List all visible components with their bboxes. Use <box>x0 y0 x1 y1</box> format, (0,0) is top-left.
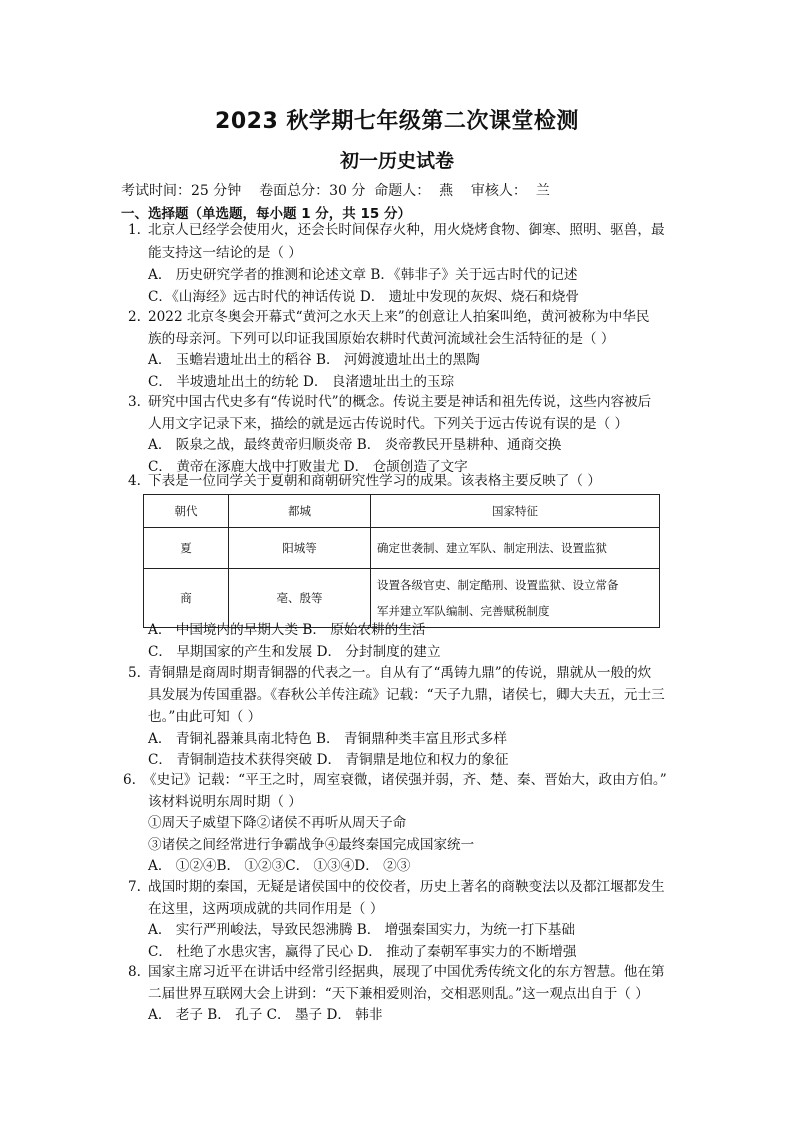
table-header-capital: 都城 <box>229 495 371 528</box>
section-title: 一、选择题（单选题，每小题 1 分，共 15 分） <box>121 206 411 222</box>
question-stem: 具发展为传国重器。《春秋公羊传注疏》记载：“天子九鼎，诸侯七，卿大夫五，元士三 <box>148 687 665 703</box>
feature-text: 设置各级官吏、制定酷刑、设置监狱、设立常备 <box>377 578 619 592</box>
question-stem: 人用文字记录下来，描绘的就是远古传说时代。下列关于远古传说有误的是（ ） <box>148 416 629 432</box>
table-cell-feature <box>371 528 660 569</box>
answer-options: A． ①②④B． ①②③C． ①③④D． ②③ <box>148 858 411 874</box>
answer-options: A． 玉蟾岩遗址出土的稻谷 B． 河姆渡遗址出土的黑陶 <box>148 352 480 368</box>
question-stem: 《史记》记载：“平王之时，周室衰微，诸侯强并弱，齐、楚、秦、晋始大，政由方伯。” <box>143 772 667 788</box>
question-stem: 也。”由此可知（ ） <box>148 709 262 725</box>
question-number: 3. <box>128 394 141 410</box>
question-stem: 研究中国古代史多有“传说时代”的概念。传说主要是神话和祖先传说，这些内容被后 <box>148 394 652 410</box>
question-number: 7. <box>128 879 141 895</box>
answer-options: C．《山海经》远古时代的神话传说 D． 遗址中发现的灰烬、烧石和烧骨 <box>148 289 579 305</box>
question-number: 6. <box>123 772 136 788</box>
answer-options: A． 青铜礼器兼具南北特色 B． 青铜鼎种类丰富且形式多样 <box>148 731 508 747</box>
table-row <box>144 569 660 628</box>
question-number: 8. <box>128 964 141 980</box>
exam-info-line: 考试时间：25 分钟 卷面总分：30 分 命题人： 燕 审核人： 兰 <box>121 183 550 199</box>
question-stem: 在这里，这两项成就的共同作用是（ ） <box>148 901 384 917</box>
table-cell-dynasty: 商 <box>144 569 229 628</box>
exam-title: 2023 秋学期七年级第二次课堂检测 <box>215 109 579 134</box>
answer-options: C． 半坡遗址出土的纺轮 D． 良渚遗址出土的玉琮 <box>148 374 455 390</box>
question-stem: 下表是一位同学关于夏朝和商朝研究性学习的成果。该表格主要反映了（ ） <box>148 473 601 489</box>
table-cell-dynasty: 夏 <box>144 528 229 569</box>
answer-options: C． 黄帝在涿鹿大战中打败蚩尤 D． 仓颉创造了文字 <box>148 459 468 475</box>
table-cell-feature <box>371 569 660 628</box>
table-cell-capital: 阳城等 <box>229 528 371 569</box>
question-stem: 二届世界互联网大会上讲到：“天下兼相爱则治，交相恶则乱。”这一观点出自于（ ） <box>148 986 649 1002</box>
question-number: 1. <box>128 222 141 238</box>
table-row <box>144 528 660 569</box>
answer-options: A． 阪泉之战，最终黄帝归顺炎帝 B． 炎帝教民开垦耕种、通商交换 <box>148 437 562 453</box>
question-stem: 国家主席习近平在讲话中经常引经据典，展现了中国优秀传统文化的东方智慧。他在第 <box>148 964 665 980</box>
table-cell-capital: 亳、殷等 <box>229 569 371 628</box>
dynasty-table <box>143 494 660 628</box>
answer-options: A． 历史研究学者的推测和论述文章 B．《韩非子》关于远古时代的记述 <box>148 267 578 283</box>
feature-text: 确定世袭制、建立军队、制定刑法、设置监狱 <box>377 541 607 555</box>
table-header-row <box>144 495 660 528</box>
question-stem: 该材料说明东周时期（ ） <box>148 794 302 810</box>
statement-items: ③诸侯之间经常进行争霸战争④最终秦国完成国家统一 <box>148 837 475 853</box>
question-number: 4. <box>128 473 141 489</box>
answer-options: A． 实行严刑峻法，导致民怨沸腾 B． 增强秦国实力，为统一打下基础 <box>148 922 575 938</box>
exam-subtitle: 初一历史试卷 <box>339 150 454 172</box>
table-header-dynasty: 朝代 <box>144 495 229 528</box>
question-stem: 能支持这一结论的是（ ） <box>148 245 302 261</box>
question-stem: 战国时期的秦国，无疑是诸侯国中的佼佼者，历史上著名的商鞅变法以及都江堰都发生 <box>148 879 665 895</box>
table-header-feature: 国家特征 <box>371 495 660 528</box>
answer-options: C． 青铜制造技术获得突破 D． 青铜鼎是地位和权力的象征 <box>148 752 509 768</box>
question-stem: 青铜鼎是商周时期青铜器的代表之一。自从有了“禹铸九鼎”的传说，鼎就从一般的炊 <box>148 665 652 681</box>
answer-options: A． 老子 B． 孔子 C． 墨子 D． 韩非 <box>148 1007 383 1023</box>
question-stem: 族的母亲河。下列可以印证我国原始农耕时代黄河流域社会生活特征的是（ ） <box>148 331 615 347</box>
question-stem: 北京人已经学会使用火，还会长时间保存火种，用火烧烤食物、御寒、照明、驱兽，最 <box>148 222 665 238</box>
answer-options: C． 杜绝了水患灾害，赢得了民心 D． 推动了秦朝军事实力的不断增强 <box>148 944 577 960</box>
statement-items: ①周天子威望下降②诸侯不再听从周天子命 <box>148 815 407 831</box>
feature-text: 军并建立军队编制、完善赋税制度 <box>377 604 550 618</box>
answer-options: A． 中国境内的早期人类 B． 原始农耕的生活 <box>148 622 426 638</box>
answer-options: C． 早期国家的产生和发展 D． 分封制度的建立 <box>148 644 441 660</box>
question-number: 5. <box>128 665 141 681</box>
question-number: 2. <box>128 309 141 325</box>
question-stem: 2022 北京冬奥会开幕式“黄河之水天上来”的创意让人拍案叫绝，黄河被称为中华民 <box>148 309 650 325</box>
